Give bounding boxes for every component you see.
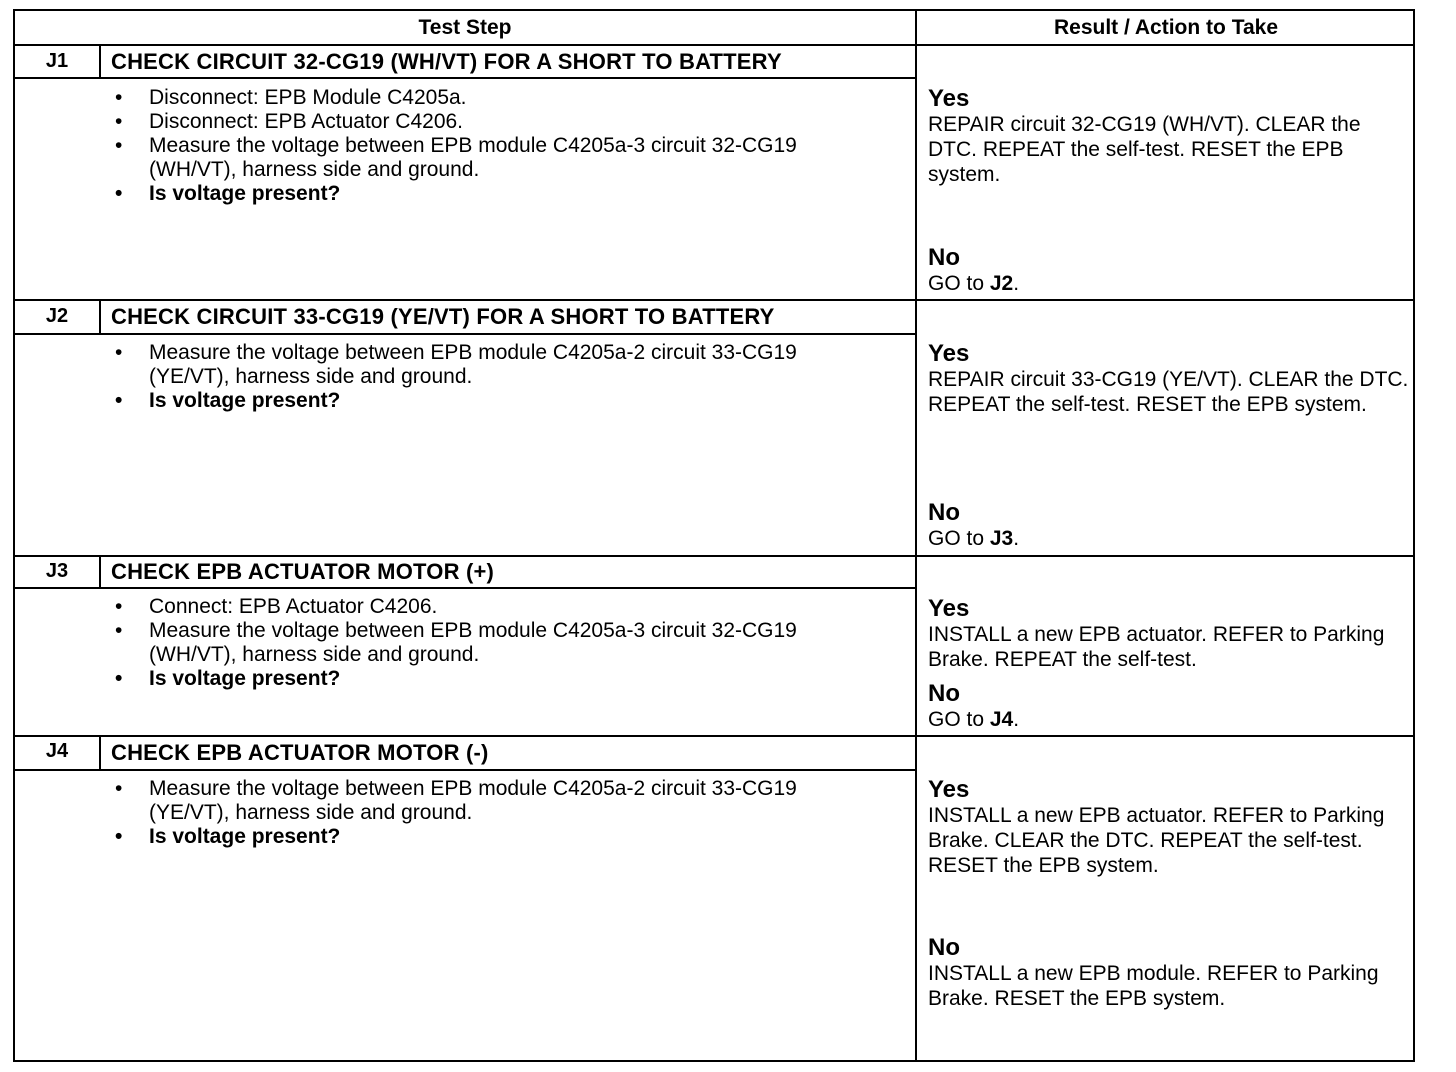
yes-label: Yes [928,595,970,622]
question-item: • Is voltage present? [115,667,341,690]
no-text: GO to J2. [928,272,1020,295]
step-id: J3 [45,560,69,582]
action-item: • Measure the voltage between EPB module C4205a-3 circuit 32-CG19 (WH/VT), harness side and ground. [115,134,797,181]
step-reference: J2 [989,272,1014,295]
step-actions [107,595,847,691]
step-reference: J3 [989,527,1014,550]
result-yes [928,86,1413,187]
result-no [928,245,1413,296]
step-title: CHECK CIRCUIT 33-CG19 (YE/VT) FOR A SHORT TO BATTERY [111,304,775,329]
question-item: • Is voltage present? [115,182,341,205]
yes-label: Yes [928,776,970,803]
step-actions [107,341,847,413]
no-text: GO to J3. [928,527,1020,550]
id-divider [99,557,101,589]
step-actions [107,777,847,849]
action-item: • Disconnect: EPB Module C4205a. [115,86,467,109]
row-divider [15,735,1415,737]
step-id: J1 [45,50,69,72]
result-no [928,681,1413,732]
no-label: No [928,499,960,526]
result-yes [928,341,1413,417]
step-title: CHECK EPB ACTUATOR MOTOR (+) [111,559,495,584]
yes-label: Yes [928,340,970,367]
yes-label: Yes [928,85,970,112]
question-item: • Is voltage present? [115,389,341,412]
yes-text: REPAIR circuit 32-CG19 (WH/VT). CLEAR the DTC. REPEAT the self-test. RESET the EPB system. [928,113,1361,186]
no-label: No [928,244,960,271]
result-yes [928,777,1413,878]
step-reference: J4 [989,708,1014,731]
action-item: • Measure the voltage between EPB module C4205a-2 circuit 33-CG19 (YE/VT), harness side and ground. [115,777,797,824]
header-result: Result / Action to Take [1053,16,1279,39]
result-no [928,935,1413,1011]
header-divider [15,44,1415,46]
id-divider [99,737,101,771]
action-item: • Connect: EPB Actuator C4206. [115,595,438,618]
action-item: • Measure the voltage between EPB module C4205a-2 circuit 33-CG19 (YE/VT), harness side and ground. [115,341,797,388]
yes-text: INSTALL a new EPB actuator. REFER to Parking Brake. CLEAR the DTC. REPEAT the self-test. RESET the EPB system. [928,804,1385,877]
question-item: • Is voltage present? [115,825,341,848]
result-no [928,500,1413,551]
action-item: • Disconnect: EPB Actuator C4206. [115,110,464,133]
no-label: No [928,680,960,707]
no-label: No [928,934,960,961]
step-title: CHECK CIRCUIT 32-CG19 (WH/VT) FOR A SHORT TO BATTERY [111,49,782,74]
result-yes [928,596,1413,672]
title-underline [15,333,915,335]
id-divider [99,45,101,79]
column-divider [915,11,917,1062]
step-id: J2 [45,305,69,327]
no-text: GO to J4. [928,708,1020,731]
no-text: INSTALL a new EPB module. REFER to Parking Brake. RESET the EPB system. [928,962,1379,1010]
title-underline [15,587,915,589]
action-item: • Measure the voltage between EPB module C4205a-3 circuit 32-CG19 (WH/VT), harness side and ground. [115,619,797,666]
id-divider [99,301,101,335]
title-underline [15,77,915,79]
row-divider [15,299,1415,301]
yes-text: INSTALL a new EPB actuator. REFER to Parking Brake. REPEAT the self-test. [928,623,1385,671]
step-title: CHECK EPB ACTUATOR MOTOR (-) [111,740,489,765]
step-id: J4 [45,740,69,762]
yes-text: REPAIR circuit 33-CG19 (YE/VT). CLEAR the DTC. REPEAT the self-test. RESET the EPB system. [928,368,1409,416]
header-test-step: Test Step [418,16,512,39]
title-underline [15,769,915,771]
row-divider [15,555,1415,557]
step-actions [107,86,847,206]
diagnostic-table [13,9,1415,1062]
